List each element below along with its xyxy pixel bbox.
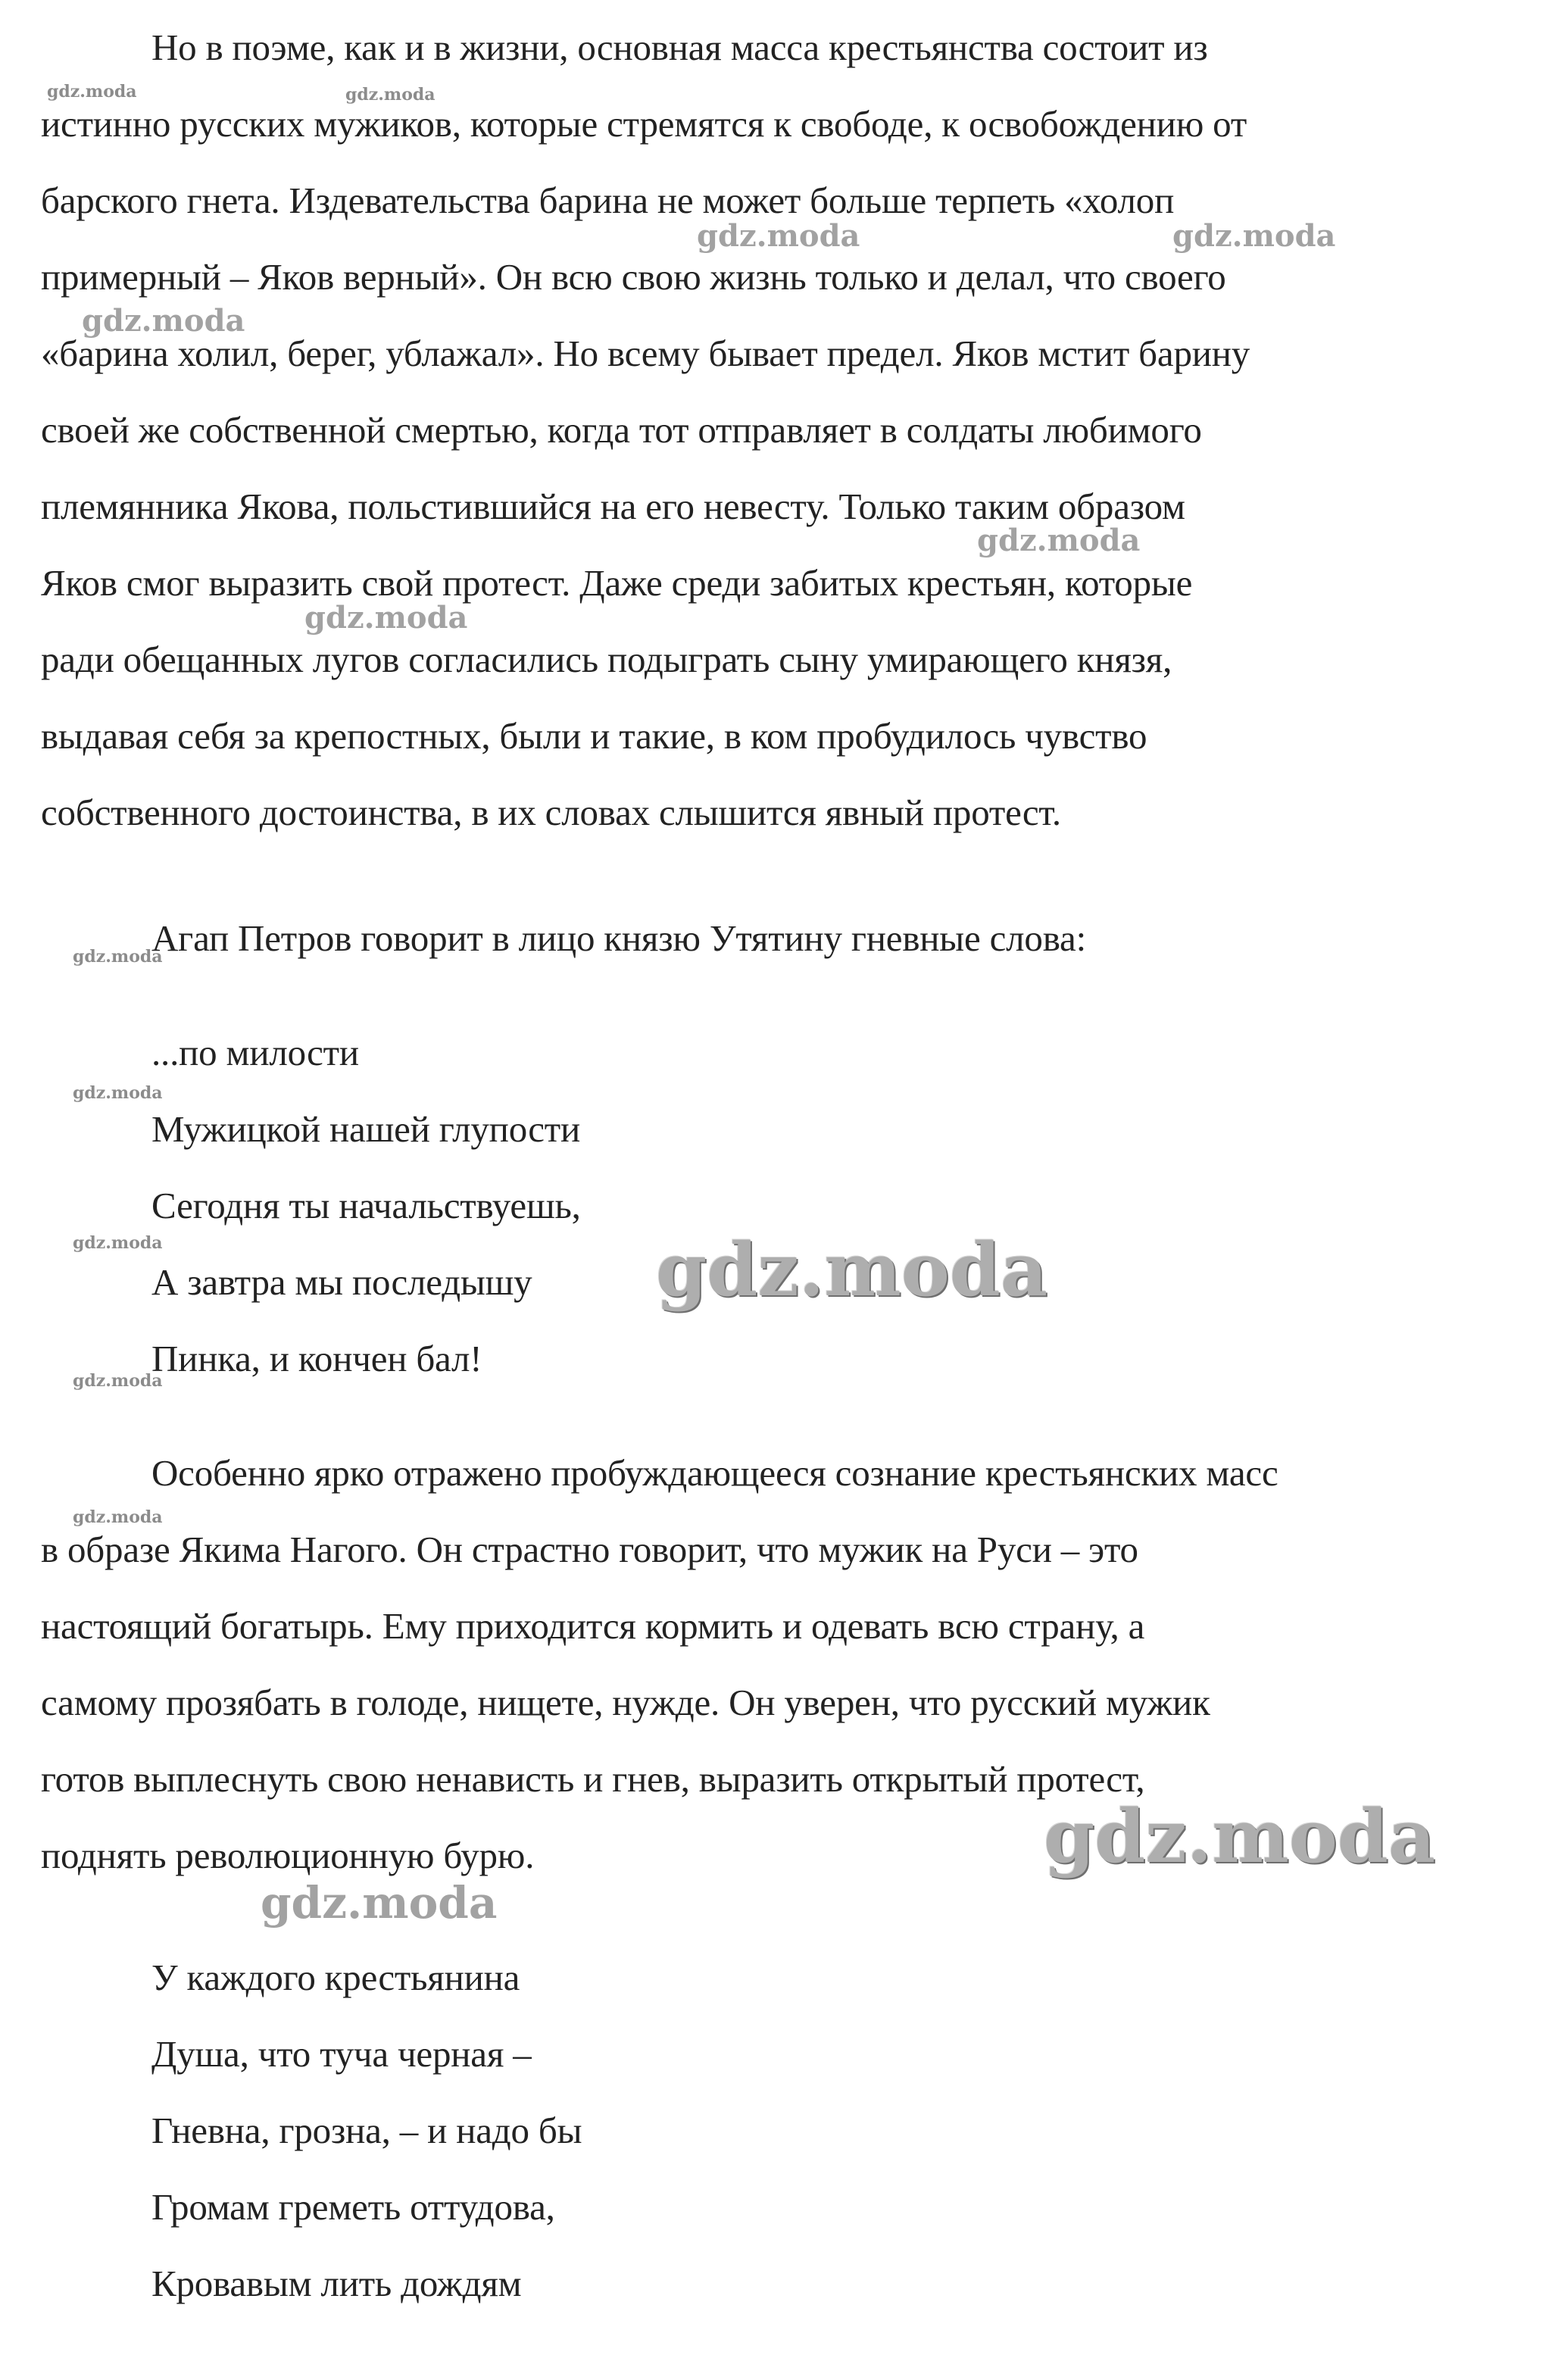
watermark: gdz.moda xyxy=(977,523,1141,558)
verse-2-line: Громам греметь оттудова, xyxy=(151,2186,555,2228)
verse-2-line: У каждого крестьянина xyxy=(151,1957,520,1998)
watermark: gdz.moda xyxy=(697,218,860,254)
watermark: gdz.moda xyxy=(73,1083,163,1103)
paragraph-3-line: самому прозябать в голоде, нищете, нужде. Он уверен, что русский мужик xyxy=(41,1682,1210,1723)
paragraph-1-line: Яков смог выразить свой протест. Даже среди забитых крестьян, которые xyxy=(41,562,1193,604)
watermark: gdz.moda xyxy=(73,947,163,967)
verse-1-line: Пинка, и кончен бал! xyxy=(151,1338,482,1379)
verse-2-line: Кровавым лить дождям xyxy=(151,2263,522,2304)
verse-1-line: ...по милости xyxy=(151,1032,359,1073)
watermark: gdz.moda xyxy=(73,1371,163,1391)
watermark: gdz.moda xyxy=(261,1877,498,1929)
paragraph-2-line: Агап Петров говорит в лицо князю Утятину гневные слова: xyxy=(151,917,1086,959)
paragraph-3-line: поднять революционную бурю. xyxy=(41,1835,535,1876)
paragraph-1 xyxy=(41,9,1525,851)
paragraph-3-line: настоящий богатырь. Ему приходится кормить и одевать всю страну, а xyxy=(41,1605,1145,1647)
paragraph-1-line: барского гнета. Издевательства барина не может больше терпеть «холоп xyxy=(41,180,1175,221)
verse-2-line: Гневна, грозна, – и надо бы xyxy=(151,2110,582,2151)
paragraph-3-line: Особенно ярко отражено пробуждающееся сознание крестьянских масс xyxy=(151,1452,1278,1494)
watermark: gdz.moda xyxy=(656,1227,1048,1313)
paragraph-1-line: племянника Якова, польстившийся на его невесту. Только таким образом xyxy=(41,486,1185,527)
paragraph-2 xyxy=(41,900,1525,976)
paragraph-1-line: ради обещанных лугов согласились подыграть сыну умирающего князя, xyxy=(41,639,1172,680)
watermark: gdz.moda xyxy=(47,82,137,102)
paragraph-3-line: в образе Якима Нагого. Он страстно говорит, что мужик на Руси – это xyxy=(41,1529,1138,1570)
watermark: gdz.moda xyxy=(73,1233,163,1253)
verse-1 xyxy=(41,1014,1525,1397)
paragraph-1-line: своей же собственной смертью, когда тот отправляет в солдаты любимого xyxy=(41,409,1202,451)
paragraph-1-line: «барина холил, берег, ублажал». Но всему бывает предел. Яков мстит барину xyxy=(41,333,1250,374)
paragraph-1-line: выдавая себя за крепостных, были и такие, в ком пробудилось чувство xyxy=(41,715,1147,757)
watermark: gdz.moda xyxy=(73,1507,163,1527)
paragraph-1-line: Но в поэме, как и в жизни, основная масса крестьянства состоит из xyxy=(151,27,1208,68)
paragraph-1-line: примерный – Яков верный». Он всю свою жизнь только и делал, что своего xyxy=(41,256,1226,298)
watermark: gdz.moda xyxy=(82,303,245,339)
verse-2-line: Душа, что туча черная – xyxy=(151,2033,532,2075)
paragraph-3-line: готов выплеснуть свою ненависть и гнев, выразить открытый протест, xyxy=(41,1758,1145,1800)
watermark: gdz.moda xyxy=(304,600,468,636)
watermark: gdz.moda xyxy=(1172,218,1336,254)
verse-1-line: Мужицкой нашей глупости xyxy=(151,1108,581,1150)
verse-2 xyxy=(41,1939,1525,2322)
watermark: gdz.moda xyxy=(345,85,436,105)
paragraph-1-line: собственного достоинства, в их словах слышится явный протест. xyxy=(41,792,1061,833)
verse-1-line: Сегодня ты начальствуешь, xyxy=(151,1185,581,1226)
watermark: gdz.moda xyxy=(1044,1794,1436,1879)
paragraph-1-line: истинно русских мужиков, которые стремятся к свободе, к освобождению от xyxy=(41,103,1247,145)
verse-1-line: А завтра мы последышу xyxy=(151,1261,532,1303)
